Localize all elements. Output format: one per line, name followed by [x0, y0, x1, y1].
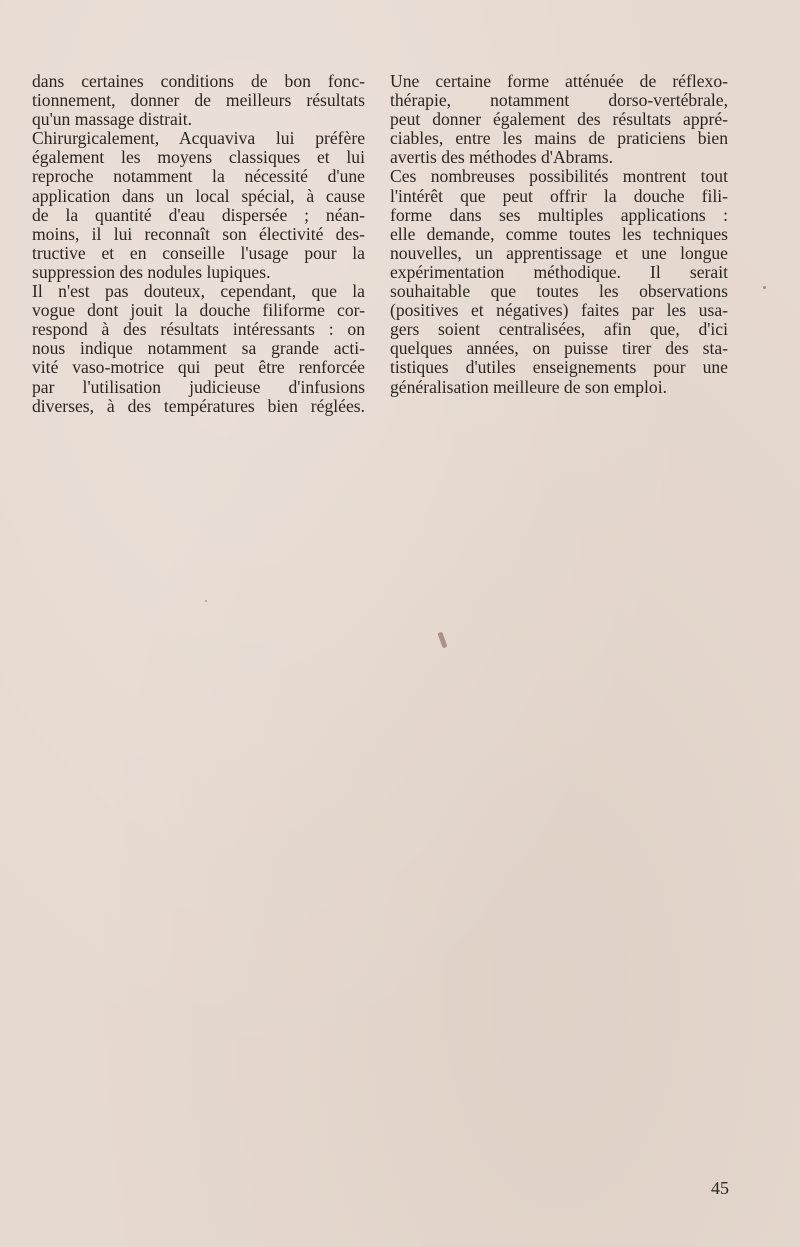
text-line: vogue dont jouit la douche filiforme cor-	[32, 300, 365, 321]
text-line: gers soient centralisées, afin que, d'ici	[390, 319, 728, 340]
text-line: l'intérêt que peut offrir la douche fili-	[390, 185, 728, 206]
text-line: peut donner également des résultats appré-	[390, 109, 728, 130]
text-line: nous indique notamment sa grande acti-	[32, 338, 365, 359]
text-line: expérimentation méthodique. Il serait	[390, 261, 728, 282]
text-line: quelques années, on puisse tirer des sta-	[390, 338, 728, 359]
text-line: application dans un local spécial, à cause	[32, 185, 365, 206]
text-line: respond à des résultats intéressants : on	[32, 319, 365, 340]
text-line: de la quantité d'eau dispersée ; néan-	[32, 204, 365, 225]
text-line: forme dans ses multiples applications :	[390, 204, 728, 225]
text-line: qu'un massage distrait.	[32, 109, 193, 130]
text-line: généralisation meilleure de son emploi.	[390, 376, 668, 397]
text-line: tistiques d'utiles enseignements pour une	[390, 357, 728, 378]
text-line: dans certaines conditions de bon fonc-	[32, 71, 365, 91]
text-line: Une certaine forme atténuée de réflexo-	[390, 71, 728, 91]
text-line: par l'utilisation judicieuse d'infusions	[32, 376, 365, 397]
text-line: tructive et en conseille l'usage pour la	[32, 242, 365, 263]
text-line: elle demande, comme toutes les techniques	[390, 223, 728, 244]
text-line: (positives et négatives) faites par les usa-	[390, 300, 728, 321]
text-line: Ces nombreuses possibilités montrent tout	[390, 166, 728, 187]
text-line: diverses, à des températures bien réglées.	[32, 395, 365, 416]
text-line: souhaitable que toutes les observations	[390, 281, 728, 302]
text-line: suppression des nodules lupiques.	[32, 261, 271, 282]
text-line: vité vaso-motrice qui peut être renforcée	[32, 357, 365, 378]
text-line: nouvelles, un apprentissage et une longue	[390, 242, 728, 263]
text-line: Il n'est pas douteux, cependant, que la	[32, 281, 365, 302]
left-text-column	[32, 72, 365, 416]
text-line: tionnement, donner de meilleurs résultats	[32, 90, 365, 111]
right-text-column	[390, 72, 728, 397]
paper-speck	[763, 286, 766, 289]
text-line: Chirurgicalement, Acquaviva lui préfère	[32, 128, 365, 149]
text-line: également les moyens classiques et lui	[32, 147, 365, 168]
paper-speck	[437, 632, 447, 649]
text-line: ciables, entre les mains de praticiens bien	[390, 128, 728, 149]
text-line: thérapie, notamment dorso-vertébrale,	[390, 90, 728, 111]
text-line: avertis des méthodes d'Abrams.	[390, 147, 614, 168]
paper-speck	[205, 600, 207, 602]
page-number: 45	[711, 1178, 729, 1198]
text-line: reproche notamment la nécessité d'une	[32, 166, 365, 187]
text-line: moins, il lui reconnaît son électivité des-	[32, 223, 365, 244]
